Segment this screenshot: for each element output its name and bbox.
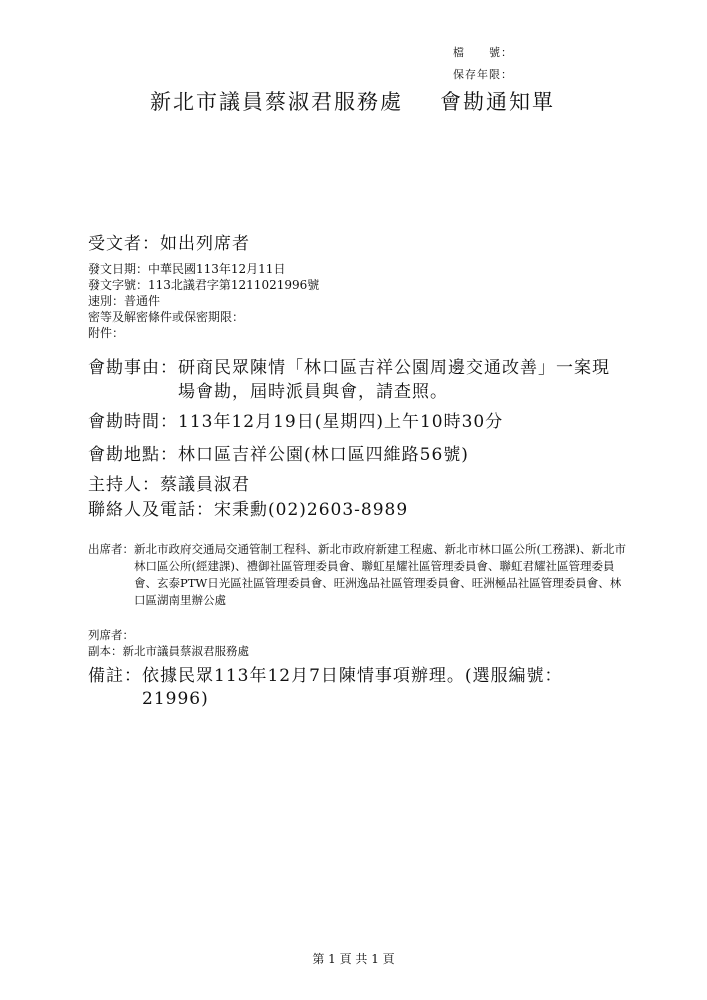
retention-period-label: 保存年限： [453,68,513,81]
doc-title-type: 會勘通知單 [440,90,555,114]
issue-number: 發文字號：113北議君字第1211021996號 [88,278,320,292]
remark-label: 備註： [88,666,142,686]
inspection-place [88,440,469,465]
page-footer: 第 1 頁 共 1 頁 [312,952,395,966]
remark-text: 依據民眾113年12月7日陳情事項辦理。(選服編號：21996) [142,666,563,709]
file-number-label: 檔 號： [453,46,513,59]
host: 主持人：蔡議員淑君 [88,475,250,495]
doc-title-org: 新北市議員蔡淑君服務處 [150,90,403,114]
issue-date: 發文日期：中華民國113年12月11日 [88,262,286,276]
inspection-place-text: 林口區吉祥公園(林口區四維路56號) [178,445,469,465]
attendees-label: 出席者： [88,542,134,556]
inspection-time-label: 會勘時間： [88,412,178,432]
attendees-list: 新北市政府交通局交通管制工程科、新北市政府新建工程處、新北市林口區公所(工務課)、新北市林口區公所(經建課)、禮御社區管理委員會、聯虹星耀社區管理委員會、聯虹君耀社區管理委員會、玄泰PTW日光區社區管理委員會、旺洲逸品社區管理委員會、旺洲極品社區管理委員會、林口區湖南里辦公處 [134,542,626,607]
attachments: 附件： [88,326,125,340]
remark [88,665,588,711]
observers: 列席者： [88,628,134,642]
delivery-speed: 速別：普通件 [88,294,161,308]
meta-block [88,261,319,341]
recipient: 受文者：如出列席者 [88,234,250,254]
inspection-time [88,407,503,432]
attendees [88,541,626,609]
inspection-place-label: 會勘地點： [88,445,178,465]
inspection-reason [88,356,623,404]
secrecy-level: 密等及解密條件或保密期限： [88,310,245,324]
inspection-reason-label: 會勘事由： [88,358,178,378]
copy-to: 副本：新北市議員蔡淑君服務處 [88,644,249,658]
inspection-time-text: 113年12月19日(星期四)上午10時30分 [178,412,504,432]
contact-person: 聯絡人及電話：宋秉勳(02)2603-8989 [88,500,409,520]
inspection-reason-text: 研商民眾陳情「林口區吉祥公園周邊交通改善」一案現場會勘，屆時派員與會，請查照。 [178,358,610,402]
